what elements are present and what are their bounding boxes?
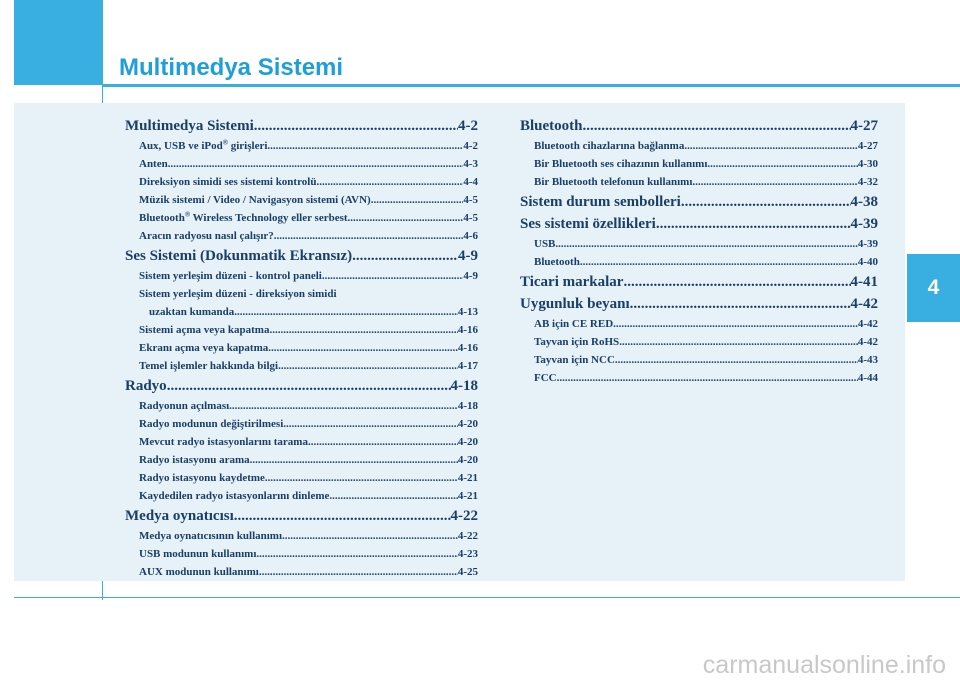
toc-entry-title (139, 267, 322, 285)
toc-entry-title (139, 227, 274, 245)
toc-subsection-entry[interactable] (125, 321, 478, 339)
toc-entry-title-text: Aux, USB ve iPod (139, 140, 223, 152)
toc-page-number: 4-39 (857, 238, 878, 250)
toc-subsection-entry[interactable] (125, 227, 478, 245)
toc-page-number: 4-42 (857, 318, 878, 330)
toc-entry-title (139, 155, 168, 173)
toc-entry-title-text: Bluetooth cihazlarına bağlanma (534, 140, 685, 152)
toc-page-number: 4-20 (457, 418, 478, 430)
toc-page-number: 4-2 (458, 118, 478, 134)
toc-entry-title (534, 369, 557, 387)
toc-column-right (520, 115, 878, 387)
toc-section-entry[interactable] (520, 271, 878, 293)
toc-entry-title (139, 563, 259, 581)
toc-entry-title (139, 545, 256, 563)
toc-entry-title-text: Ses Sistemi (Dokunmatik Ekransız) (125, 248, 353, 264)
toc-entry-title (534, 351, 615, 369)
toc-entry-title (534, 173, 692, 191)
toc-subsection-entry[interactable] (125, 155, 478, 173)
toc-page-number: 4-44 (857, 372, 878, 384)
toc-page-number: 4-13 (457, 306, 478, 318)
toc-page-number: 4-5 (463, 212, 478, 224)
toc-subsection-entry[interactable] (125, 433, 478, 451)
toc-dot-leader (623, 271, 850, 293)
toc-page-number: 4-27 (857, 140, 878, 152)
toc-entry-title (139, 173, 316, 191)
toc-page-number: 4-18 (450, 378, 478, 394)
toc-subsection-entry[interactable] (125, 191, 478, 209)
toc-page-number: 4-27 (850, 118, 878, 134)
toc-entry-title-text: Mevcut radyo istasyonlarını tarama (139, 436, 308, 448)
toc-entry-title (125, 375, 167, 397)
toc-subsection-entry[interactable] (125, 563, 478, 581)
toc-page-number: 4-39 (850, 216, 878, 232)
toc-page-number: 4-43 (857, 354, 878, 366)
toc-page-number: 4-2 (463, 140, 478, 152)
toc-dot-leader (316, 173, 463, 191)
toc-dot-leader (256, 545, 457, 563)
toc-dot-leader (267, 137, 463, 155)
toc-subsection-entry[interactable] (520, 155, 878, 173)
toc-entry-title-text: Direksiyon simidi ses sistemi kontrolü (139, 176, 317, 188)
page-title: Multimedya Sistemi (119, 54, 344, 81)
toc-entry-title-text: AUX modunun kullanımı (139, 566, 259, 578)
toc-dot-leader (707, 155, 857, 173)
toc-dot-leader (613, 315, 858, 333)
toc-page-number: 4-41 (850, 274, 878, 290)
toc-dot-leader (254, 115, 458, 137)
toc-entry-title (139, 321, 269, 339)
toc-dot-leader (229, 397, 458, 415)
toc-entry-title (139, 209, 348, 227)
toc-section-entry[interactable] (125, 115, 478, 137)
toc-section-entry[interactable] (125, 375, 478, 397)
toc-entry-title-text: USB modunun kullanımı (139, 548, 257, 560)
toc-entry-title-text: Bir Bluetooth telefonun kullanımı (534, 176, 693, 188)
toc-entry-title-suffix: Wireless Technology eller serbest (190, 212, 348, 224)
toc-entry-title (125, 505, 234, 527)
toc-dot-leader (681, 191, 851, 213)
toc-dot-leader (167, 375, 451, 397)
toc-page-number: 4-25 (457, 566, 478, 578)
toc-dot-leader (308, 433, 458, 451)
toc-subsection-entry[interactable] (520, 333, 878, 351)
toc-entry-title-text: Radyo modunun değiştirilmesi (139, 418, 284, 430)
toc-subsection-entry[interactable] (520, 369, 878, 387)
toc-entry-title (139, 415, 283, 433)
toc-section-entry[interactable] (125, 245, 478, 267)
title-underline (102, 84, 960, 87)
toc-entry-title (139, 451, 250, 469)
toc-page-number: 4-4 (463, 176, 478, 188)
toc-dot-leader (282, 527, 458, 545)
toc-entry-title-text: Bluetooth (520, 118, 583, 134)
toc-entry-title-text: Bluetooth (534, 256, 580, 268)
toc-entry-title (520, 213, 656, 235)
toc-dot-leader (278, 357, 458, 375)
toc-entry-title (534, 315, 613, 333)
toc-subsection-entry[interactable] (125, 487, 478, 505)
toc-subsection-entry[interactable] (520, 173, 878, 191)
toc-entry-title-text: Sistem yerleşim düzeni - kontrol paneli (139, 270, 322, 282)
toc-entry-title (125, 115, 254, 137)
toc-entry-title-text: Medya oynatıcısı (125, 508, 234, 524)
toc-dot-leader (630, 293, 851, 315)
toc-page-number: 4-42 (850, 296, 878, 312)
toc-entry-title (139, 339, 268, 357)
toc-page-number: 4-9 (458, 248, 478, 264)
toc-subsection-entry[interactable] (125, 415, 478, 433)
registered-mark: ® (222, 138, 228, 147)
toc-column-left (125, 115, 478, 581)
toc-entry-title-text: Bir Bluetooth ses cihazının kullanımı (534, 158, 708, 170)
toc-subsection-entry[interactable] (125, 209, 478, 227)
toc-entry-title-text: Müzik sistemi / Video / Navigasyon sistemi (AVN) (139, 194, 371, 206)
toc-entry-title-text: Anten (139, 158, 168, 170)
toc-section-entry[interactable] (520, 213, 878, 235)
toc-dot-leader (265, 469, 458, 487)
toc-page-number: 4-32 (857, 176, 878, 188)
toc-entry-title-text: Medya oynatıcısının kullanımı (139, 530, 283, 542)
toc-dot-leader (615, 351, 858, 369)
toc-page-number: 4-23 (457, 548, 478, 560)
toc-page-number: 4-38 (850, 194, 878, 210)
toc-subsection-entry[interactable] (520, 137, 878, 155)
toc-entry-title-text: Ekranı açma veya kapatma (139, 342, 269, 354)
toc-entry-title (139, 487, 329, 505)
toc-subsection-entry[interactable] (125, 173, 478, 191)
toc-page-number: 4-22 (450, 508, 478, 524)
toc-entry-title-text: Multimedya Sistemi (125, 118, 254, 134)
toc-entry-title (139, 137, 267, 155)
toc-subsection-entry[interactable] (125, 451, 478, 469)
toc-dot-leader (692, 173, 857, 191)
toc-subsection-entry[interactable] (125, 267, 478, 285)
toc-page-number: 4-20 (457, 436, 478, 448)
toc-page-number: 4-42 (857, 336, 878, 348)
toc-entry-title (139, 433, 308, 451)
toc-entry-title-text: Tayvan için NCC (534, 354, 615, 366)
registered-mark: ® (184, 210, 191, 219)
toc-dot-leader (268, 339, 458, 357)
toc-entry-title-text: Radyonun açılması (139, 400, 230, 412)
bottom-divider (14, 597, 960, 598)
toc-entry-title (520, 293, 630, 315)
toc-page-number: 4-5 (463, 194, 478, 206)
toc-entry-title-text: Temel işlemler hakkında bilgi (139, 360, 279, 372)
toc-subsection-entry[interactable] (520, 351, 878, 369)
toc-subsection-entry[interactable] (125, 527, 478, 545)
toc-entry-title (534, 253, 580, 271)
toc-dot-leader (656, 213, 851, 235)
toc-dot-leader (269, 321, 457, 339)
toc-entry-title (520, 271, 623, 293)
toc-dot-leader (684, 137, 857, 155)
toc-dot-leader (283, 415, 458, 433)
toc-entry-title (139, 527, 282, 545)
toc-dot-leader (234, 303, 458, 321)
toc-entry-title (534, 235, 555, 253)
toc-entry-title-text: Radyo istasyonu kaydetme (139, 472, 265, 484)
toc-dot-leader (580, 253, 858, 271)
toc-subsection-entry[interactable] (520, 315, 878, 333)
toc-entry-title (139, 357, 278, 375)
toc-subsection-title-line[interactable]: Sistem yerleşim düzeni - direksiyon simidi (139, 288, 337, 300)
toc-entry-title-suffix: girişleri (227, 140, 268, 152)
toc-entry-title-text: Tayvan için RoHS (534, 336, 620, 348)
toc-section-entry[interactable] (520, 191, 878, 213)
toc-entry-title (139, 397, 229, 415)
toc-section-entry[interactable] (520, 115, 878, 137)
toc-entry-title-text: AB için CE RED (534, 318, 614, 330)
toc-subsection-entry[interactable] (125, 137, 478, 155)
toc-entry-title-text: FCC (534, 372, 557, 384)
toc-dot-leader (259, 563, 458, 581)
toc-entry-title-text: Aracın radyosu nasıl çalışır? (139, 230, 274, 242)
toc-subsection-entry[interactable] (125, 397, 478, 415)
toc-dot-leader (348, 209, 464, 227)
toc-dot-leader (583, 115, 851, 137)
toc-entry-title-text: Bluetooth (139, 212, 185, 224)
toc-page-number: 4-3 (463, 158, 478, 170)
toc-entry-title-text: Radyo (125, 378, 167, 394)
chapter-color-block (14, 0, 102, 85)
toc-subsection-entry[interactable] (125, 339, 478, 357)
toc-entry-title-text: Uygunluk beyanı (520, 296, 630, 312)
toc-dot-leader (322, 267, 464, 285)
toc-section-entry[interactable] (125, 505, 478, 527)
toc-page-number: 4-20 (457, 454, 478, 466)
toc-page-number: 4-40 (857, 256, 878, 268)
toc-subsection-entry[interactable] (520, 235, 878, 253)
toc-dot-leader (352, 245, 458, 267)
toc-entry-title (534, 137, 684, 155)
toc-page-number: 4-16 (457, 324, 478, 336)
toc-entry-title (520, 115, 583, 137)
toc-entry-title-text: Ticari markalar (520, 274, 624, 290)
toc-entry-title-text: Radyo istasyonu arama (139, 454, 250, 466)
toc-dot-leader (234, 505, 451, 527)
toc-entry-title (534, 333, 619, 351)
toc-dot-leader (619, 333, 858, 351)
toc-dot-leader (250, 451, 458, 469)
toc-entry-title (139, 191, 371, 209)
toc-entry-title-text: Ses sistemi özellikleri (520, 216, 656, 232)
toc-entry-title-text: Sistem durum sembolleri (520, 194, 681, 210)
toc-dot-leader (274, 227, 464, 245)
toc-section-entry[interactable] (520, 293, 878, 315)
toc-page-number: 4-9 (463, 270, 478, 282)
toc-entry-title-text: Kaydedilen radyo istasyonlarını dinleme (139, 490, 330, 502)
chapter-tab[interactable]: 4 (907, 254, 960, 322)
toc-subsection-entry[interactable] (125, 303, 478, 321)
toc-page-number: 4-6 (463, 230, 478, 242)
toc-subsection-entry[interactable] (125, 469, 478, 487)
toc-entry-title (125, 245, 352, 267)
toc-dot-leader (555, 235, 857, 253)
toc-page-number: 4-17 (457, 360, 478, 372)
toc-subsection-entry[interactable] (125, 545, 478, 563)
toc-subsection-entry[interactable] (125, 357, 478, 375)
toc-entry-title (534, 155, 707, 173)
toc-page-number: 4-21 (457, 490, 478, 502)
toc-entry-title-text: USB (534, 238, 556, 250)
toc-page-number: 4-21 (457, 472, 478, 484)
toc-dot-leader (557, 369, 858, 387)
toc-entry-title-text: Sistemi açma veya kapatma (139, 324, 270, 336)
watermark-text: carmanualsonline.info (702, 651, 946, 679)
toc-dot-leader (168, 155, 464, 173)
toc-page-number: 4-22 (457, 530, 478, 542)
toc-page-number: 4-16 (457, 342, 478, 354)
toc-page-number: 4-18 (457, 400, 478, 412)
toc-page-number: 4-30 (857, 158, 878, 170)
toc-dot-leader (329, 487, 457, 505)
toc-entry-title (520, 191, 681, 213)
toc-dot-leader (371, 191, 464, 209)
toc-subsection-entry[interactable] (520, 253, 878, 271)
toc-entry-title (139, 469, 265, 487)
toc-entry-title: uzaktan kumanda (149, 306, 235, 318)
